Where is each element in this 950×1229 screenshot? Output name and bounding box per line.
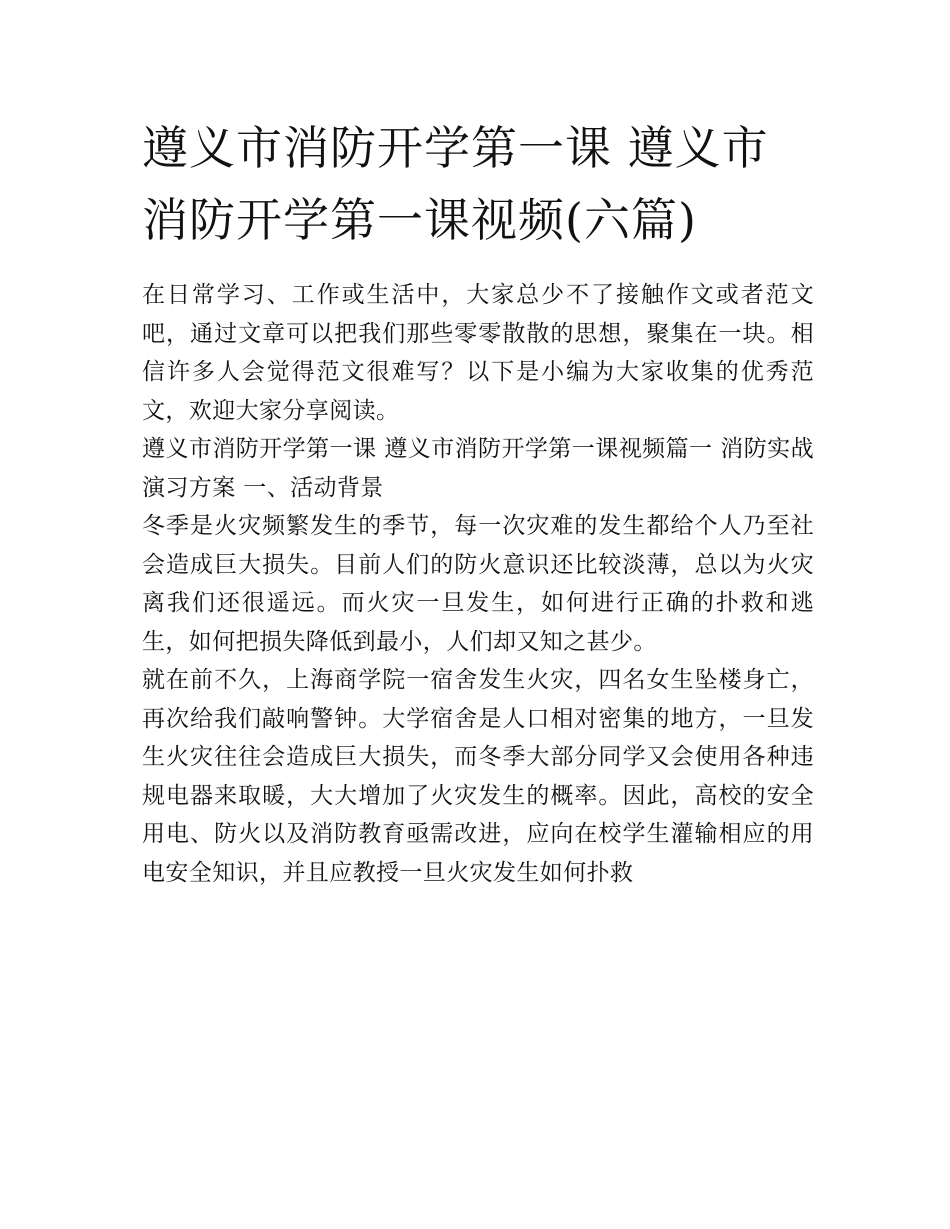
- document-title: 遵义市消防开学第一课 遵义市消防开学第一课视频(六篇): [142, 121, 769, 247]
- paragraph-intro: 在日常学习、工作或生活中，大家总少不了接触作文或者范文吧，通过文章可以把我们那些零零散散的思想，聚集在一块。相信许多人会觉得范文很难写？以下是小编为大家收集的优秀范文，欢迎大家分享阅读。: [142, 282, 814, 424]
- document-body: [142, 276, 814, 892]
- document-content: [142, 112, 814, 892]
- paragraph-incident: 就在前不久，上海商学院一宿舍发生火灾，四名女生坠楼身亡，再次给我们敲响警钟。大学宿舍是人口相对密集的地方，一旦发生火灾往往会造成巨大损失，而冬季大部分同学又会使用各种违规电器来取暖，大大增加了火灾发生的概率。因此，高校的安全用电、防火以及消防教育亟需改进，应向在校学生灌输相应的用电安全知识，并且应教授一旦火灾发生如何扑救: [142, 667, 814, 886]
- paragraph-section-heading: 遵义市消防开学第一课 遵义市消防开学第一课视频篇一 消防实战演习方案 一、活动背景: [142, 436, 814, 501]
- paragraph-background: 冬季是火灾频繁发生的季节，每一次灾难的发生都给个人乃至社会造成巨大损失。目前人们的防火意识还比较淡薄，总以为火灾离我们还很遥远。而火灾一旦发生，如何进行正确的扑救和逃生，如何把损失降低到最小，人们却又知之甚少。: [142, 513, 814, 655]
